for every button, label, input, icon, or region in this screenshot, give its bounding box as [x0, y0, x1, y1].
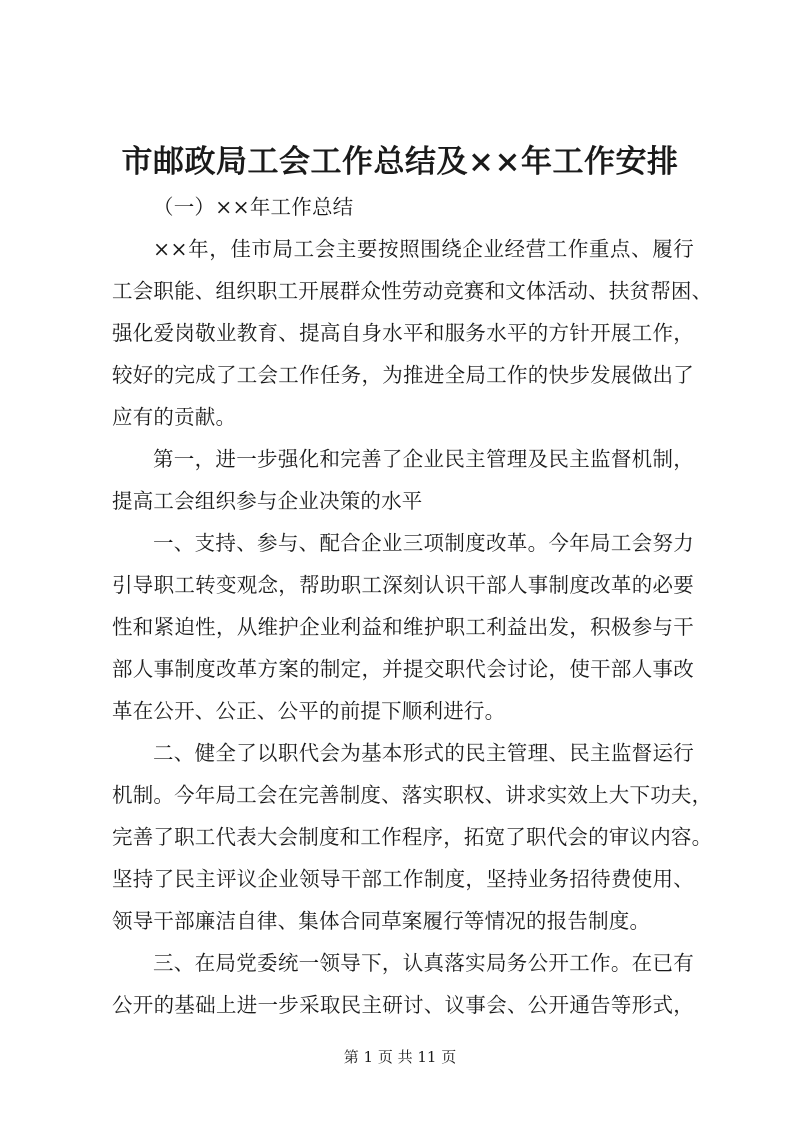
paragraph-line: 较好的完成了工会工作任务，为推进全局工作的快步发展做出了: [112, 363, 694, 387]
paragraph-line: 引导职工转变观念，帮助职工深刻认识干部人事制度改革的必要: [112, 573, 694, 597]
paragraph-line: 公开的基础上进一步采取民主研讨、议事会、公开通告等形式，: [112, 993, 694, 1017]
document-body: [112, 186, 713, 1026]
section-heading: （一）××年工作总结: [153, 195, 354, 219]
paragraph-line: ××年，佳市局工会主要按照围绕企业经营工作重点、履行: [153, 237, 694, 261]
paragraph-line: 强化爱岗敬业教育、提高自身水平和服务水平的方针开展工作，: [112, 321, 694, 345]
paragraph-line: 完善了职工代表大会制度和工作程序，拓宽了职代会的审议内容。: [112, 825, 713, 849]
paragraph-line: 第一，进一步强化和完善了企业民主管理及民主监督机制，: [153, 447, 694, 471]
paragraph-line: 工会职能、组织职工开展群众性劳动竞赛和文体活动、扶贫帮困、: [112, 279, 713, 303]
paragraph-line: 提高工会组织参与企业决策的水平: [112, 489, 423, 513]
paragraph-line: 坚持了民主评议企业领导干部工作制度，坚持业务招待费使用、: [112, 867, 694, 891]
paragraph-line: 领导干部廉洁自律、集体合同草案履行等情况的报告制度。: [112, 909, 651, 933]
paragraph-line: 革在公开、公正、公平的前提下顺利进行。: [112, 699, 506, 723]
paragraph-line: 二、健全了以职代会为基本形式的民主管理、民主监督运行: [153, 741, 694, 765]
paragraph-line: 机制。今年局工会在完善制度、落实职权、讲求实效上大下功夫，: [112, 783, 713, 807]
document-title: 市邮政局工会工作总结及××年工作安排: [121, 144, 679, 180]
paragraph-line: 应有的贡献。: [112, 405, 237, 429]
page-footer: 第 1 页 共 11 页: [343, 1048, 457, 1066]
paragraph-line: 一、支持、参与、配合企业三项制度改革。今年局工会努力: [153, 531, 694, 555]
paragraph-line: 部人事制度改革方案的制定，并提交职代会讨论，使干部人事改: [112, 657, 694, 681]
paragraph-line: 性和紧迫性，从维护企业利益和维护职工利益出发，积极参与干: [112, 615, 694, 639]
paragraph-line: 三、在局党委统一领导下，认真落实局务公开工作。在已有: [153, 951, 694, 975]
